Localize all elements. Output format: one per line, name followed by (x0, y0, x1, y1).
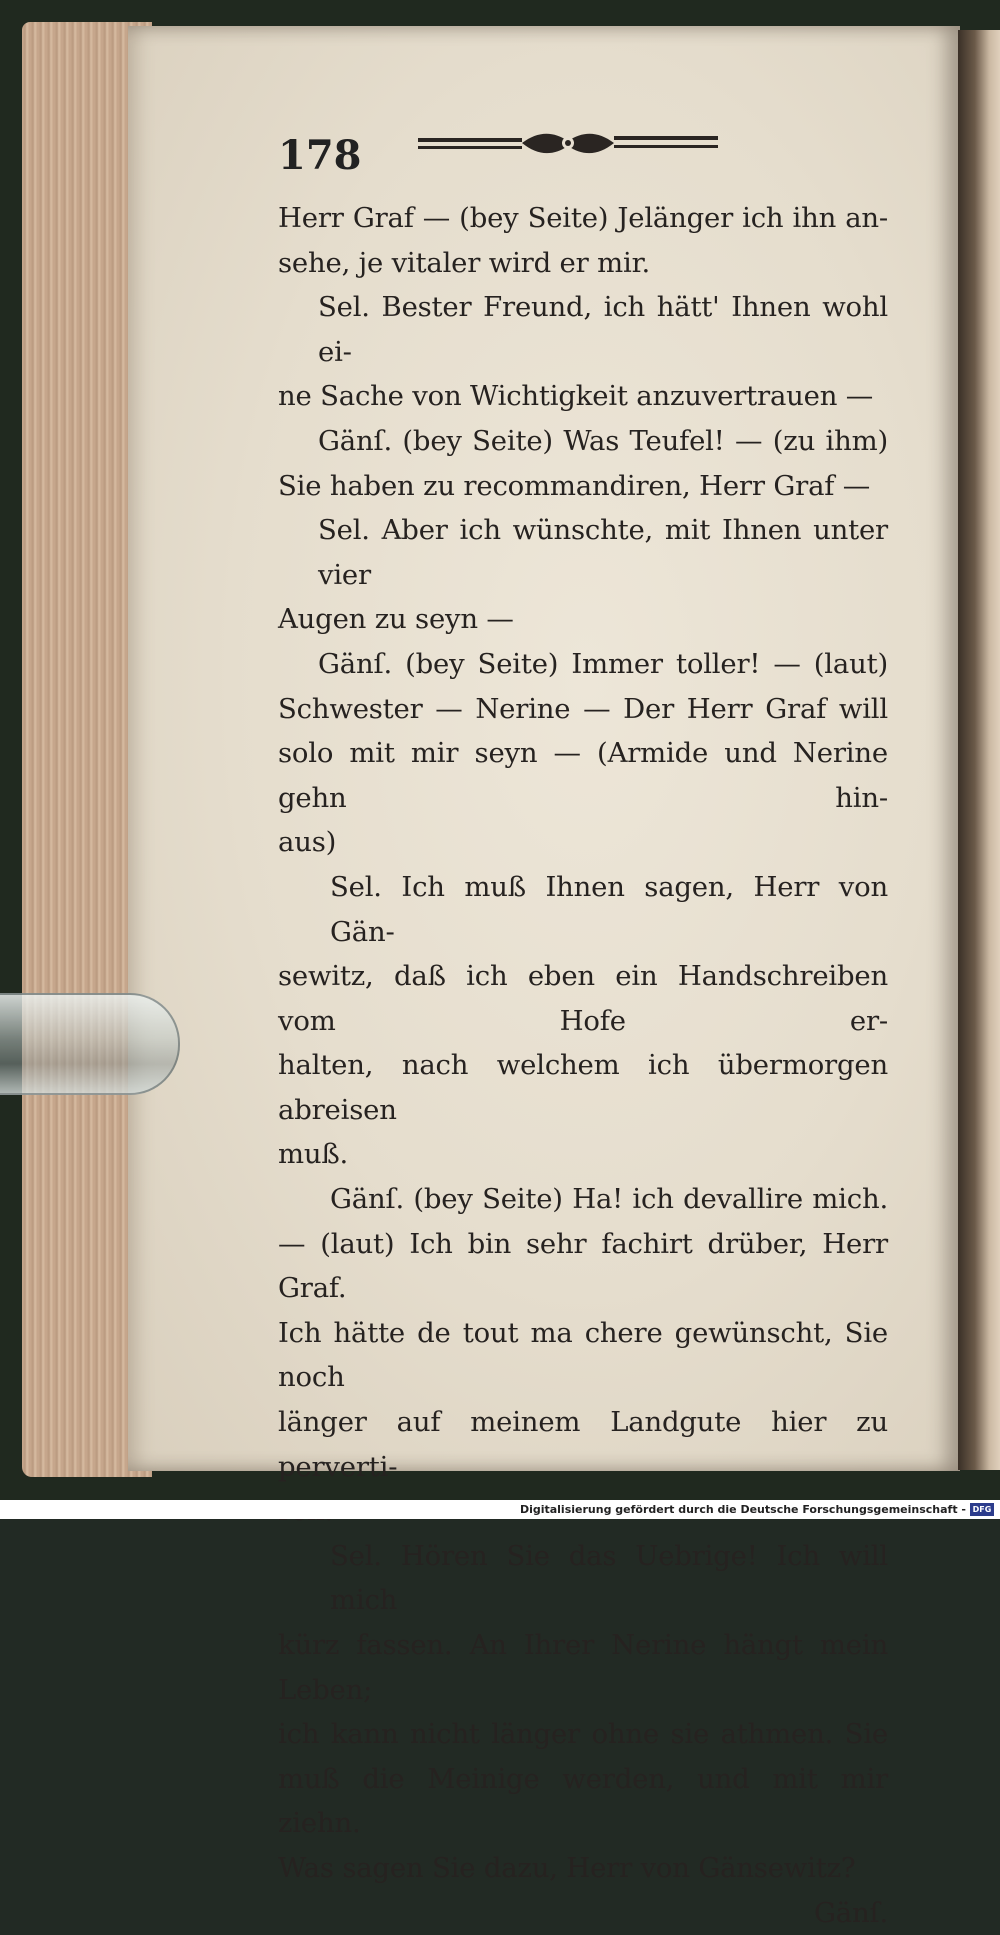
text-line: Gänſ. (bey Seite) Was Teufel! — (zu ihm) (318, 424, 888, 457)
text-line: Sel. Aber ich wünschte, mit Ihnen unter vier (318, 514, 888, 591)
text-line: Ich hätte de tout ma chere gewünscht, Sie noch (278, 1316, 888, 1394)
text-line: Sel. Bester Freund, ich hätt' Ihnen wohl ei- (318, 291, 888, 368)
text-line: ne Sache von Wichtigkeit anzuvertrauen — (278, 380, 874, 413)
text-line: länger auf meinem Landgute hier zu perverti- (278, 1406, 888, 1483)
text-line: solo mit mir seyn — (Armide und Nerine gehn hin- (278, 737, 888, 814)
text-line: Was sagen Sie dazu, Herr von Gänsewitz? (278, 1851, 856, 1884)
page-number: 178 (278, 132, 362, 179)
text-line: Schwester — Nerine — Der Herr Graf will (278, 692, 888, 725)
text-line: Gänſ. (bey Seite) Ha! ich devallire mich. (330, 1183, 888, 1216)
page-text (278, 196, 888, 1935)
text-line: sehe, je vitaler wird er mir. (278, 246, 651, 279)
text-line: kürz fassen. An Ihrer Nerine hängt mein Leben; (278, 1629, 888, 1706)
text-line: muß. (278, 1138, 349, 1171)
header-ornament-icon (418, 126, 724, 166)
catchword: Gänſ. (814, 1896, 888, 1929)
text-line: Gänſ. (bey Seite) Immer toller! — (laut) (318, 647, 888, 680)
text-line: Herr Graf — (bey Seite) Jelänger ich ihn an- (278, 202, 888, 234)
dfg-logo: DFG (970, 1503, 994, 1516)
book-gutter-right (958, 30, 1000, 1470)
text-line: aus) (278, 826, 337, 859)
text-line: — (laut) Ich bin sehr fachirt drüber, Herr Graf. (278, 1227, 888, 1305)
text-line: ich kann nicht länger ohne sie athmen. Sie (278, 1718, 888, 1751)
text-line: Sie haben zu recommandiren, Herr Graf — (278, 469, 871, 502)
text-line: halten, nach welchem ich übermorgen abreisen (278, 1049, 888, 1126)
text-line: Sel. Ich muß Ihnen sagen, Herr von Gän- (330, 870, 888, 948)
page-clip (0, 993, 180, 1095)
footer-credit: Digitalisierung gefördert durch die Deutsche Forschungsgemeinschaft - (519, 1503, 966, 1516)
text-line: Sel. Hören Sie das Uebrige! Ich will mich (330, 1539, 888, 1617)
footer-bar (0, 1500, 1000, 1519)
text-line: Augen zu seyn — (278, 603, 514, 636)
text-line: sewitz, daß ich eben ein Handschreiben vom Hofe er- (278, 960, 888, 1037)
text-line: muß die Meinige werden, und mit mir ziehn. (278, 1762, 888, 1840)
